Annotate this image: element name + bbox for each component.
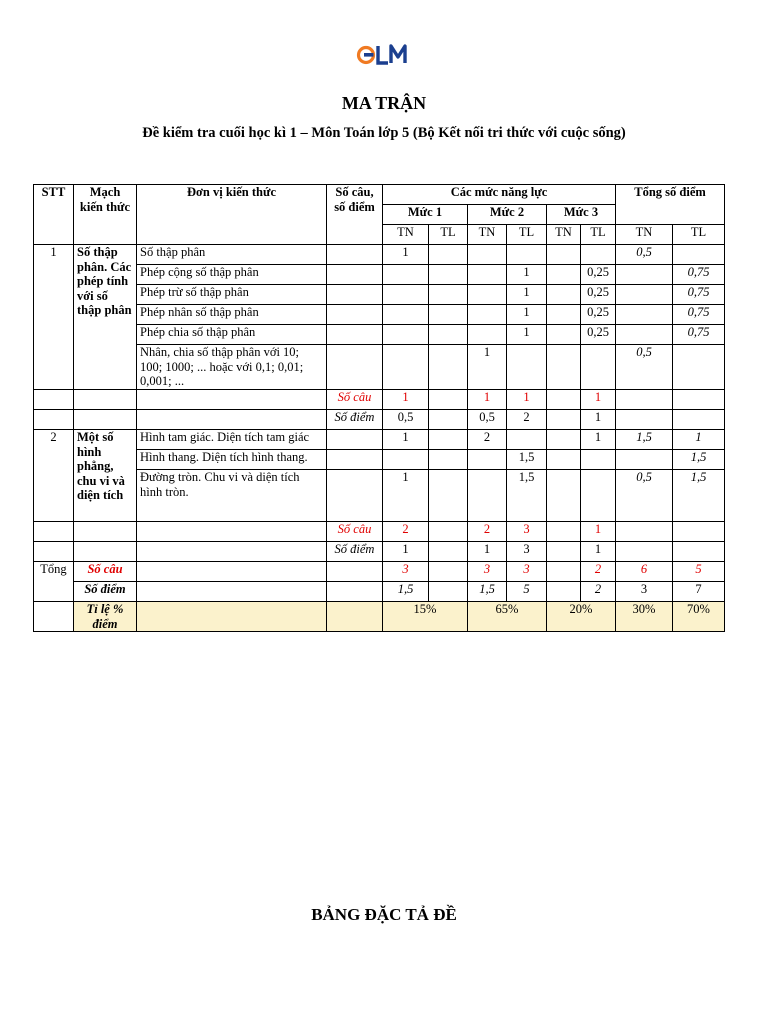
tile-muc3: 20% — [547, 602, 616, 632]
total-label: Tổng — [34, 562, 74, 602]
unit-cell: Phép chia số thập phân — [137, 325, 327, 345]
header-mach: Mạch kiến thức — [74, 185, 137, 245]
tile-label: Tỉ lệ % điểm — [74, 602, 137, 632]
header-row-1 — [34, 185, 725, 205]
subtotal-sodiem-row: Số điểm 0,5 0,5 2 1 — [34, 410, 725, 430]
sodiem-label: Số điểm — [327, 410, 383, 430]
header-tn: TN — [468, 225, 507, 245]
unit-cell: Phép cộng số thập phân — [137, 265, 327, 285]
table-row: Nhân, chia số thập phân với 10; 100; 1000; ... hoặc với 0,1; 0,01; 0,001; ... 1 0,5 — [34, 345, 725, 390]
subtotal-sodiem-row: Số điểm 1 1 3 1 — [34, 542, 725, 562]
header-muc1: Mức 1 — [383, 205, 468, 225]
mach-cell: Số thập phân. Các phép tính với số thập phân — [74, 245, 137, 390]
header-tl: TL — [429, 225, 468, 245]
olm-logo — [0, 42, 768, 68]
sodiem-label: Số điểm — [327, 542, 383, 562]
tile-muc2: 65% — [468, 602, 547, 632]
header-stt: STT — [34, 185, 74, 245]
table-row: Phép nhân số thập phân 1 0,25 0,75 — [34, 305, 725, 325]
olm-logo-mark — [356, 42, 412, 68]
unit-cell: Hình tam giác. Diện tích tam giác — [137, 430, 327, 450]
header-tl: TL — [673, 225, 725, 245]
socau-label: Số câu — [327, 522, 383, 542]
unit-cell: Hình thang. Diện tích hình thang. — [137, 450, 327, 470]
unit-cell: Phép nhân số thập phân — [137, 305, 327, 325]
header-tn: TN — [383, 225, 429, 245]
total-sodiem-row: Số điểm 1,5 1,5 5 2 3 7 — [34, 582, 725, 602]
section-title: BẢNG ĐẶC TẢ ĐỀ — [311, 905, 457, 924]
page-title: MA TRẬN — [341, 93, 427, 113]
matrix-table — [33, 184, 725, 632]
header-tn: TN — [616, 225, 673, 245]
table-row: 1 Số thập phân. Các phép tính với số thập phân Số thập phân 1 0,5 — [34, 245, 725, 265]
table-row: Hình thang. Diện tích hình thang. 1,5 1,5 — [34, 450, 725, 470]
unit-cell: Phép trừ số thập phân — [137, 285, 327, 305]
header-socau: Số câu, số điểm — [327, 185, 383, 245]
subtotal-socau-row: Số câu 2 2 3 1 — [34, 522, 725, 542]
table-row: 2 Một số hình phẳng, chu vi và diện tích Hình tam giác. Diện tích tam giác 1 2 1 1,5 1 — [34, 430, 725, 450]
table-row: Phép trừ số thập phân 1 0,25 0,75 — [34, 285, 725, 305]
header-donvi: Đơn vị kiến thức — [137, 185, 327, 245]
header-muc-nang-luc: Các mức năng lực — [383, 185, 616, 205]
table-row: Phép chia số thập phân 1 0,25 0,75 — [34, 325, 725, 345]
subtotal-socau-row: Số câu 1 1 1 1 — [34, 390, 725, 410]
header-muc2: Mức 2 — [468, 205, 547, 225]
header-tl: TL — [581, 225, 616, 245]
unit-cell: Nhân, chia số thập phân với 10; 100; 1000; ... hoặc với 0,1; 0,01; 0,001; ... — [137, 345, 327, 390]
unit-cell: Số thập phân — [137, 245, 327, 265]
total-socau-row: Tổng Số câu 3 3 3 2 6 5 — [34, 562, 725, 582]
total-sodiem-label: Số điểm — [74, 582, 137, 602]
stt-cell: 1 — [34, 245, 74, 390]
table-row: Phép cộng số thập phân 1 0,25 0,75 — [34, 265, 725, 285]
header-muc3: Mức 3 — [547, 205, 616, 225]
header-tn: TN — [547, 225, 581, 245]
header-tong-diem: Tổng số điểm — [616, 185, 725, 225]
tile-muc1: 15% — [383, 602, 468, 632]
mach-cell: Một số hình phẳng, chu vi và diện tích — [74, 430, 137, 522]
header-tl: TL — [507, 225, 547, 245]
socau-label: Số câu — [327, 390, 383, 410]
tile-tl: 70% — [673, 602, 725, 632]
page-subtitle: Đề kiểm tra cuối học kì 1 – Môn Toán lớp 5 (Bộ Kết nối tri thức với cuộc sống) — [142, 125, 626, 141]
total-socau-label: Số câu — [74, 562, 137, 582]
stt-cell: 2 — [34, 430, 74, 522]
table-row: Đường tròn. Chu vi và diện tích hình tròn. 1 1,5 0,5 1,5 — [34, 470, 725, 522]
tile-tn: 30% — [616, 602, 673, 632]
tile-row — [34, 602, 725, 632]
unit-cell: Đường tròn. Chu vi và diện tích hình tròn. — [137, 470, 327, 522]
